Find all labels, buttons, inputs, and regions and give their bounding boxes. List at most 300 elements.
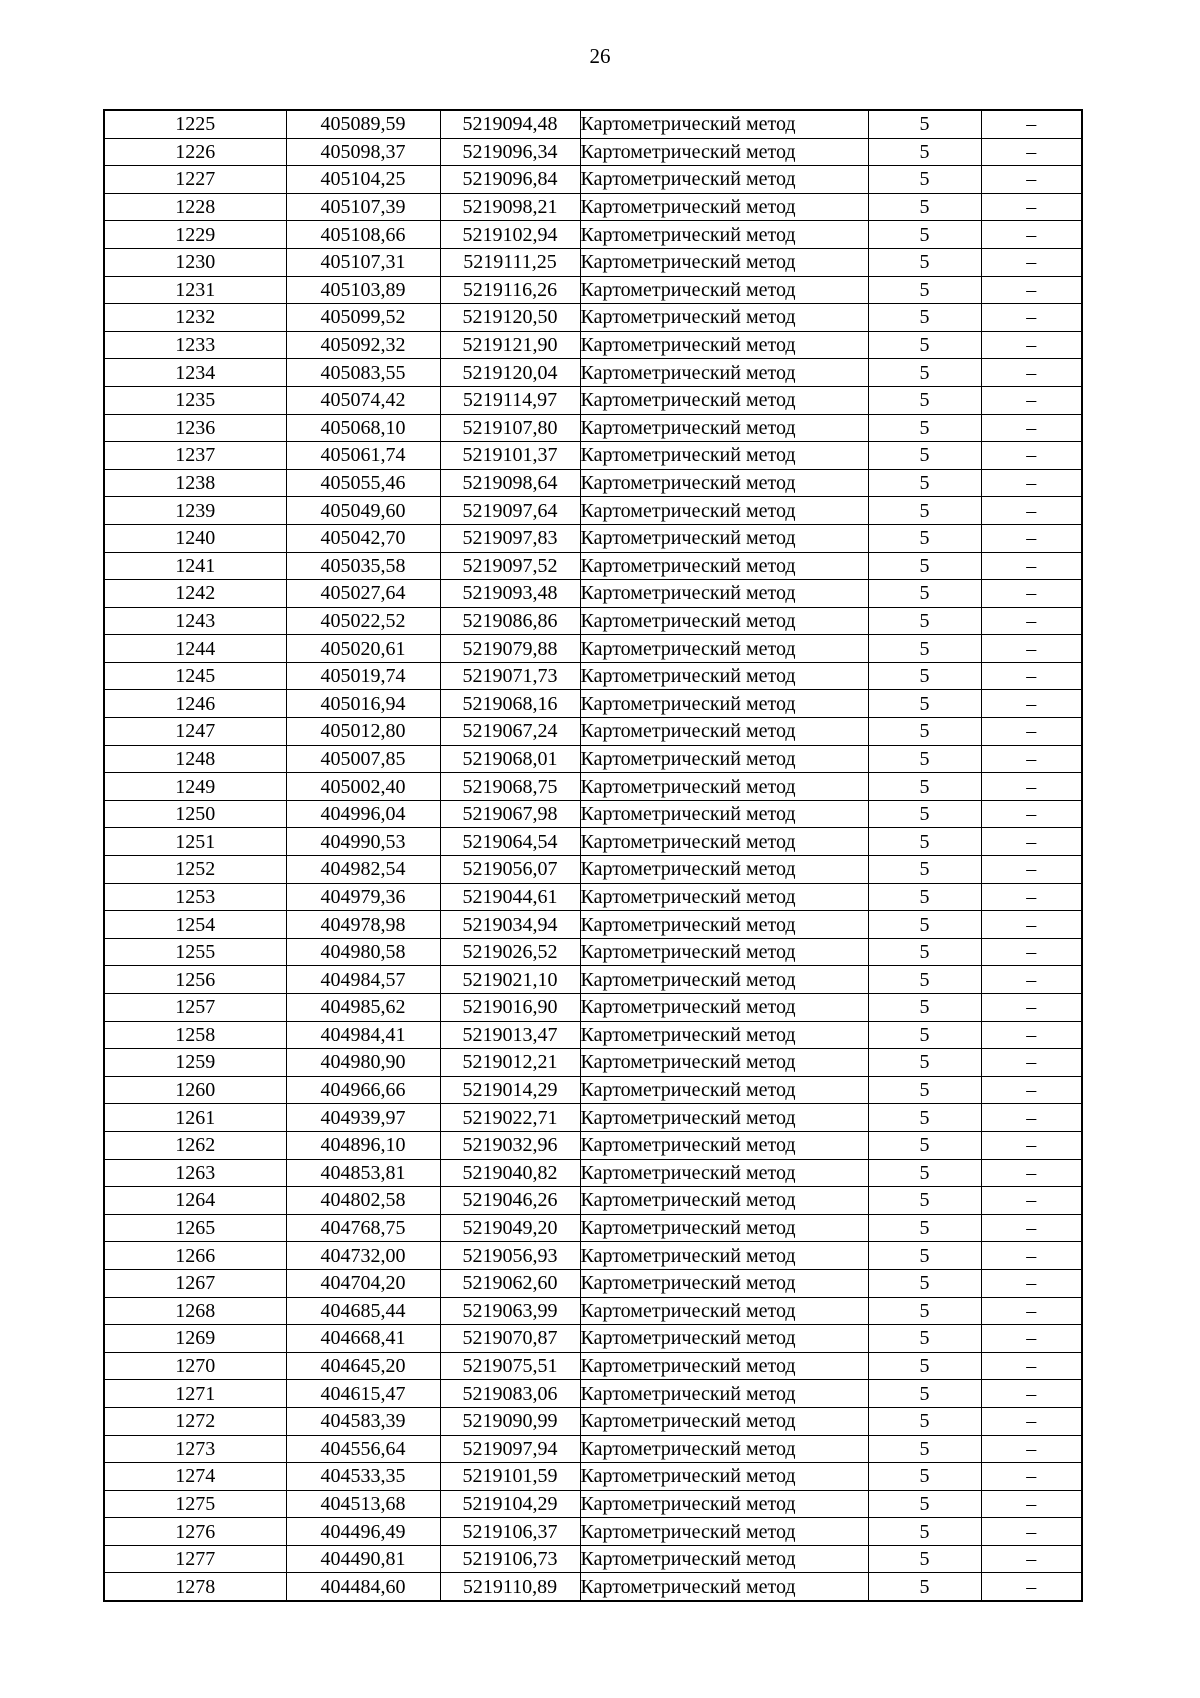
y-coordinate-cell: 5219049,20: [440, 1214, 580, 1242]
y-coordinate-cell: 5219044,61: [440, 883, 580, 911]
point-number-cell: 1274: [104, 1463, 286, 1491]
point-number-cell: 1232: [104, 304, 286, 332]
x-coordinate-cell: 404990,53: [286, 828, 440, 856]
y-coordinate-cell: 5219040,82: [440, 1159, 580, 1187]
method-cell: Картометрический метод: [580, 304, 868, 332]
x-coordinate-cell: 405107,39: [286, 193, 440, 221]
y-coordinate-cell: 5219067,24: [440, 718, 580, 746]
x-coordinate-cell: 404513,68: [286, 1490, 440, 1518]
x-coordinate-cell: 405098,37: [286, 138, 440, 166]
method-cell: Картометрический метод: [580, 1518, 868, 1546]
description-cell: –: [981, 607, 1082, 635]
table-row: [104, 828, 1082, 856]
table-row: [104, 1242, 1082, 1270]
x-coordinate-cell: 405022,52: [286, 607, 440, 635]
method-cell: Картометрический метод: [580, 1545, 868, 1573]
table-row: [104, 1269, 1082, 1297]
table-row: [104, 938, 1082, 966]
x-coordinate-cell: 404732,00: [286, 1242, 440, 1270]
table-row: [104, 1435, 1082, 1463]
accuracy-cell: 5: [868, 994, 981, 1022]
y-coordinate-cell: 5219093,48: [440, 580, 580, 608]
description-cell: –: [981, 552, 1082, 580]
description-cell: –: [981, 1490, 1082, 1518]
point-number-cell: 1266: [104, 1242, 286, 1270]
method-cell: Картометрический метод: [580, 635, 868, 663]
description-cell: –: [981, 745, 1082, 773]
method-cell: Картометрический метод: [580, 1490, 868, 1518]
method-cell: Картометрический метод: [580, 966, 868, 994]
description-cell: –: [981, 635, 1082, 663]
point-number-cell: 1234: [104, 359, 286, 387]
accuracy-cell: 5: [868, 1325, 981, 1353]
x-coordinate-cell: 404853,81: [286, 1159, 440, 1187]
accuracy-cell: 5: [868, 1518, 981, 1546]
point-number-cell: 1233: [104, 331, 286, 359]
table-body: [104, 110, 1082, 1601]
description-cell: –: [981, 1545, 1082, 1573]
point-number-cell: 1230: [104, 248, 286, 276]
table-row: [104, 1573, 1082, 1601]
description-cell: –: [981, 883, 1082, 911]
y-coordinate-cell: 5219098,64: [440, 469, 580, 497]
y-coordinate-cell: 5219079,88: [440, 635, 580, 663]
y-coordinate-cell: 5219083,06: [440, 1380, 580, 1408]
x-coordinate-cell: 405019,74: [286, 662, 440, 690]
method-cell: Картометрический метод: [580, 1380, 868, 1408]
y-coordinate-cell: 5219096,34: [440, 138, 580, 166]
method-cell: Картометрический метод: [580, 856, 868, 884]
description-cell: –: [981, 524, 1082, 552]
y-coordinate-cell: 5219101,37: [440, 442, 580, 470]
method-cell: Картометрический метод: [580, 276, 868, 304]
point-number-cell: 1236: [104, 414, 286, 442]
table-row: [104, 221, 1082, 249]
point-number-cell: 1276: [104, 1518, 286, 1546]
accuracy-cell: 5: [868, 1297, 981, 1325]
accuracy-cell: 5: [868, 1380, 981, 1408]
x-coordinate-cell: 404985,62: [286, 994, 440, 1022]
description-cell: –: [981, 1049, 1082, 1077]
y-coordinate-cell: 5219110,89: [440, 1573, 580, 1601]
table-row: [104, 1297, 1082, 1325]
description-cell: –: [981, 386, 1082, 414]
x-coordinate-cell: 404685,44: [286, 1297, 440, 1325]
y-coordinate-cell: 5219094,48: [440, 110, 580, 138]
description-cell: –: [981, 580, 1082, 608]
description-cell: –: [981, 662, 1082, 690]
x-coordinate-cell: 404982,54: [286, 856, 440, 884]
accuracy-cell: 5: [868, 469, 981, 497]
point-number-cell: 1241: [104, 552, 286, 580]
method-cell: Картометрический метод: [580, 1269, 868, 1297]
table-row: [104, 414, 1082, 442]
x-coordinate-cell: 405103,89: [286, 276, 440, 304]
accuracy-cell: 5: [868, 552, 981, 580]
y-coordinate-cell: 5219098,21: [440, 193, 580, 221]
table-row: [104, 1021, 1082, 1049]
description-cell: –: [981, 1435, 1082, 1463]
y-coordinate-cell: 5219032,96: [440, 1131, 580, 1159]
y-coordinate-cell: 5219120,50: [440, 304, 580, 332]
point-number-cell: 1255: [104, 938, 286, 966]
description-cell: –: [981, 1159, 1082, 1187]
method-cell: Картометрический метод: [580, 524, 868, 552]
x-coordinate-cell: 405074,42: [286, 386, 440, 414]
point-number-cell: 1268: [104, 1297, 286, 1325]
point-number-cell: 1277: [104, 1545, 286, 1573]
table-row: [104, 800, 1082, 828]
table-row: [104, 1214, 1082, 1242]
y-coordinate-cell: 5219102,94: [440, 221, 580, 249]
table-row: [104, 248, 1082, 276]
method-cell: Картометрический метод: [580, 1076, 868, 1104]
point-number-cell: 1229: [104, 221, 286, 249]
x-coordinate-cell: 404645,20: [286, 1352, 440, 1380]
y-coordinate-cell: 5219097,83: [440, 524, 580, 552]
table-row: [104, 1104, 1082, 1132]
method-cell: Картометрический метод: [580, 1352, 868, 1380]
y-coordinate-cell: 5219101,59: [440, 1463, 580, 1491]
point-number-cell: 1248: [104, 745, 286, 773]
description-cell: –: [981, 414, 1082, 442]
accuracy-cell: 5: [868, 911, 981, 939]
x-coordinate-cell: 405012,80: [286, 718, 440, 746]
table-row: [104, 1049, 1082, 1077]
x-coordinate-cell: 405083,55: [286, 359, 440, 387]
method-cell: Картометрический метод: [580, 442, 868, 470]
description-cell: –: [981, 276, 1082, 304]
method-cell: Картометрический метод: [580, 1297, 868, 1325]
description-cell: –: [981, 994, 1082, 1022]
y-coordinate-cell: 5219090,99: [440, 1407, 580, 1435]
description-cell: –: [981, 221, 1082, 249]
y-coordinate-cell: 5219026,52: [440, 938, 580, 966]
accuracy-cell: 5: [868, 248, 981, 276]
table-row: [104, 745, 1082, 773]
method-cell: Картометрический метод: [580, 552, 868, 580]
y-coordinate-cell: 5219022,71: [440, 1104, 580, 1132]
accuracy-cell: 5: [868, 966, 981, 994]
method-cell: Картометрический метод: [580, 110, 868, 138]
description-cell: –: [981, 1380, 1082, 1408]
x-coordinate-cell: 404980,58: [286, 938, 440, 966]
description-cell: –: [981, 497, 1082, 525]
point-number-cell: 1251: [104, 828, 286, 856]
y-coordinate-cell: 5219056,07: [440, 856, 580, 884]
accuracy-cell: 5: [868, 883, 981, 911]
x-coordinate-cell: 404668,41: [286, 1325, 440, 1353]
x-coordinate-cell: 405020,61: [286, 635, 440, 663]
description-cell: –: [981, 359, 1082, 387]
description-cell: –: [981, 1518, 1082, 1546]
table-row: [104, 166, 1082, 194]
description-cell: –: [981, 800, 1082, 828]
accuracy-cell: 5: [868, 1131, 981, 1159]
point-number-cell: 1240: [104, 524, 286, 552]
x-coordinate-cell: 404802,58: [286, 1187, 440, 1215]
description-cell: –: [981, 248, 1082, 276]
accuracy-cell: 5: [868, 1545, 981, 1573]
x-coordinate-cell: 405107,31: [286, 248, 440, 276]
method-cell: Картометрический метод: [580, 1159, 868, 1187]
accuracy-cell: 5: [868, 386, 981, 414]
x-coordinate-cell: 405108,66: [286, 221, 440, 249]
point-number-cell: 1260: [104, 1076, 286, 1104]
y-coordinate-cell: 5219064,54: [440, 828, 580, 856]
accuracy-cell: 5: [868, 1463, 981, 1491]
accuracy-cell: 5: [868, 1021, 981, 1049]
y-coordinate-cell: 5219014,29: [440, 1076, 580, 1104]
x-coordinate-cell: 404490,81: [286, 1545, 440, 1573]
table-row: [104, 856, 1082, 884]
table-row: [104, 1490, 1082, 1518]
method-cell: Картометрический метод: [580, 580, 868, 608]
method-cell: Картометрический метод: [580, 800, 868, 828]
accuracy-cell: 5: [868, 1187, 981, 1215]
x-coordinate-cell: 404978,98: [286, 911, 440, 939]
table-row: [104, 607, 1082, 635]
accuracy-cell: 5: [868, 276, 981, 304]
accuracy-cell: 5: [868, 1076, 981, 1104]
point-number-cell: 1278: [104, 1573, 286, 1601]
table-row: [104, 966, 1082, 994]
accuracy-cell: 5: [868, 497, 981, 525]
point-number-cell: 1269: [104, 1325, 286, 1353]
point-number-cell: 1271: [104, 1380, 286, 1408]
accuracy-cell: 5: [868, 1104, 981, 1132]
table-row: [104, 1463, 1082, 1491]
accuracy-cell: 5: [868, 1242, 981, 1270]
method-cell: Картометрический метод: [580, 359, 868, 387]
table-row: [104, 497, 1082, 525]
description-cell: –: [981, 1297, 1082, 1325]
accuracy-cell: 5: [868, 580, 981, 608]
table-row: [104, 635, 1082, 663]
description-cell: –: [981, 1325, 1082, 1353]
table-row: [104, 304, 1082, 332]
x-coordinate-cell: 404896,10: [286, 1131, 440, 1159]
y-coordinate-cell: 5219104,29: [440, 1490, 580, 1518]
x-coordinate-cell: 405035,58: [286, 552, 440, 580]
method-cell: Картометрический метод: [580, 718, 868, 746]
table-row: [104, 138, 1082, 166]
table-row: [104, 386, 1082, 414]
y-coordinate-cell: 5219068,16: [440, 690, 580, 718]
method-cell: Картометрический метод: [580, 1407, 868, 1435]
point-number-cell: 1247: [104, 718, 286, 746]
accuracy-cell: 5: [868, 524, 981, 552]
x-coordinate-cell: 404980,90: [286, 1049, 440, 1077]
description-cell: –: [981, 1269, 1082, 1297]
method-cell: Картометрический метод: [580, 331, 868, 359]
accuracy-cell: 5: [868, 1214, 981, 1242]
x-coordinate-cell: 405099,52: [286, 304, 440, 332]
method-cell: Картометрический метод: [580, 828, 868, 856]
y-coordinate-cell: 5219107,80: [440, 414, 580, 442]
point-number-cell: 1259: [104, 1049, 286, 1077]
x-coordinate-cell: 405027,64: [286, 580, 440, 608]
x-coordinate-cell: 404979,36: [286, 883, 440, 911]
description-cell: –: [981, 1076, 1082, 1104]
x-coordinate-cell: 405007,85: [286, 745, 440, 773]
method-cell: Картометрический метод: [580, 911, 868, 939]
table-row: [104, 1159, 1082, 1187]
y-coordinate-cell: 5219075,51: [440, 1352, 580, 1380]
point-number-cell: 1272: [104, 1407, 286, 1435]
method-cell: Картометрический метод: [580, 193, 868, 221]
point-number-cell: 1242: [104, 580, 286, 608]
point-number-cell: 1227: [104, 166, 286, 194]
method-cell: Картометрический метод: [580, 1021, 868, 1049]
page-number: 26: [589, 44, 611, 68]
table-row: [104, 110, 1082, 138]
point-number-cell: 1243: [104, 607, 286, 635]
accuracy-cell: 5: [868, 138, 981, 166]
y-coordinate-cell: 5219097,52: [440, 552, 580, 580]
description-cell: –: [981, 193, 1082, 221]
method-cell: Картометрический метод: [580, 662, 868, 690]
point-number-cell: 1275: [104, 1490, 286, 1518]
y-coordinate-cell: 5219070,87: [440, 1325, 580, 1353]
table-row: [104, 469, 1082, 497]
table-row: [104, 524, 1082, 552]
table-row: [104, 994, 1082, 1022]
coordinates-table: [103, 109, 1083, 1602]
accuracy-cell: 5: [868, 359, 981, 387]
x-coordinate-cell: 404768,75: [286, 1214, 440, 1242]
accuracy-cell: 5: [868, 1407, 981, 1435]
table-row: [104, 1380, 1082, 1408]
accuracy-cell: 5: [868, 1435, 981, 1463]
accuracy-cell: 5: [868, 800, 981, 828]
description-cell: –: [981, 1214, 1082, 1242]
point-number-cell: 1252: [104, 856, 286, 884]
x-coordinate-cell: 404966,66: [286, 1076, 440, 1104]
x-coordinate-cell: 405104,25: [286, 166, 440, 194]
table-row: [104, 1325, 1082, 1353]
point-number-cell: 1249: [104, 773, 286, 801]
y-coordinate-cell: 5219120,04: [440, 359, 580, 387]
y-coordinate-cell: 5219068,75: [440, 773, 580, 801]
point-number-cell: 1231: [104, 276, 286, 304]
accuracy-cell: 5: [868, 1159, 981, 1187]
accuracy-cell: 5: [868, 690, 981, 718]
accuracy-cell: 5: [868, 856, 981, 884]
y-coordinate-cell: 5219013,47: [440, 1021, 580, 1049]
y-coordinate-cell: 5219071,73: [440, 662, 580, 690]
description-cell: –: [981, 1242, 1082, 1270]
accuracy-cell: 5: [868, 1573, 981, 1601]
x-coordinate-cell: 405049,60: [286, 497, 440, 525]
method-cell: Картометрический метод: [580, 386, 868, 414]
x-coordinate-cell: 404984,41: [286, 1021, 440, 1049]
table-row: [104, 1131, 1082, 1159]
table-row: [104, 331, 1082, 359]
x-coordinate-cell: 404556,64: [286, 1435, 440, 1463]
description-cell: –: [981, 1463, 1082, 1491]
y-coordinate-cell: 5219111,25: [440, 248, 580, 276]
accuracy-cell: 5: [868, 1049, 981, 1077]
y-coordinate-cell: 5219096,84: [440, 166, 580, 194]
method-cell: Картометрический метод: [580, 1463, 868, 1491]
table-row: [104, 911, 1082, 939]
method-cell: Картометрический метод: [580, 745, 868, 773]
table-row: [104, 1407, 1082, 1435]
description-cell: –: [981, 1352, 1082, 1380]
description-cell: –: [981, 442, 1082, 470]
method-cell: Картометрический метод: [580, 1573, 868, 1601]
description-cell: –: [981, 911, 1082, 939]
accuracy-cell: 5: [868, 442, 981, 470]
x-coordinate-cell: 405089,59: [286, 110, 440, 138]
point-number-cell: 1238: [104, 469, 286, 497]
accuracy-cell: 5: [868, 304, 981, 332]
point-number-cell: 1263: [104, 1159, 286, 1187]
method-cell: Картометрический метод: [580, 497, 868, 525]
description-cell: –: [981, 828, 1082, 856]
method-cell: Картометрический метод: [580, 414, 868, 442]
accuracy-cell: 5: [868, 221, 981, 249]
description-cell: –: [981, 166, 1082, 194]
y-coordinate-cell: 5219012,21: [440, 1049, 580, 1077]
table-row: [104, 1187, 1082, 1215]
y-coordinate-cell: 5219121,90: [440, 331, 580, 359]
description-cell: –: [981, 1021, 1082, 1049]
x-coordinate-cell: 405068,10: [286, 414, 440, 442]
y-coordinate-cell: 5219063,99: [440, 1297, 580, 1325]
description-cell: –: [981, 966, 1082, 994]
x-coordinate-cell: 405092,32: [286, 331, 440, 359]
accuracy-cell: 5: [868, 635, 981, 663]
method-cell: Картометрический метод: [580, 1435, 868, 1463]
description-cell: –: [981, 110, 1082, 138]
accuracy-cell: 5: [868, 773, 981, 801]
point-number-cell: 1228: [104, 193, 286, 221]
x-coordinate-cell: 404484,60: [286, 1573, 440, 1601]
method-cell: Картометрический метод: [580, 1242, 868, 1270]
method-cell: Картометрический метод: [580, 221, 868, 249]
point-number-cell: 1262: [104, 1131, 286, 1159]
method-cell: Картометрический метод: [580, 1187, 868, 1215]
table-row: [104, 193, 1082, 221]
description-cell: –: [981, 1131, 1082, 1159]
point-number-cell: 1254: [104, 911, 286, 939]
table-row: [104, 773, 1082, 801]
y-coordinate-cell: 5219106,73: [440, 1545, 580, 1573]
method-cell: Картометрический метод: [580, 690, 868, 718]
method-cell: Картометрический метод: [580, 469, 868, 497]
x-coordinate-cell: 404996,04: [286, 800, 440, 828]
table-row: [104, 1545, 1082, 1573]
point-number-cell: 1256: [104, 966, 286, 994]
method-cell: Картометрический метод: [580, 1214, 868, 1242]
y-coordinate-cell: 5219097,94: [440, 1435, 580, 1463]
table-row: [104, 359, 1082, 387]
method-cell: Картометрический метод: [580, 1049, 868, 1077]
description-cell: –: [981, 138, 1082, 166]
y-coordinate-cell: 5219106,37: [440, 1518, 580, 1546]
x-coordinate-cell: 404615,47: [286, 1380, 440, 1408]
table-row: [104, 662, 1082, 690]
method-cell: Картометрический метод: [580, 1104, 868, 1132]
accuracy-cell: 5: [868, 662, 981, 690]
point-number-cell: 1257: [104, 994, 286, 1022]
x-coordinate-cell: 404939,97: [286, 1104, 440, 1132]
accuracy-cell: 5: [868, 607, 981, 635]
description-cell: –: [981, 331, 1082, 359]
point-number-cell: 1245: [104, 662, 286, 690]
